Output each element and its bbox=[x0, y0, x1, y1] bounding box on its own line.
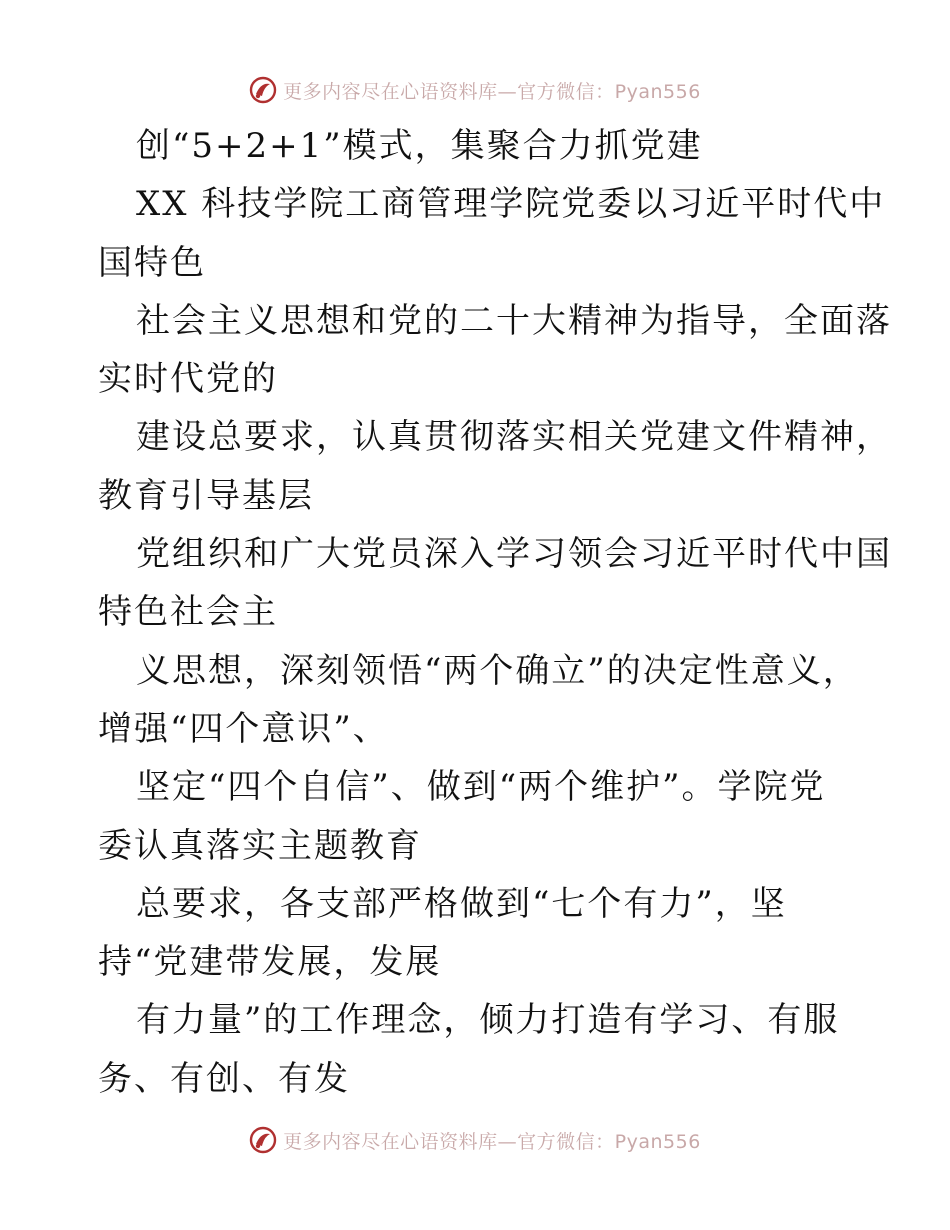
text-line: 国特色 bbox=[98, 242, 206, 283]
text-line: 总要求，各支部严格做到“七个有力”，坚 bbox=[136, 883, 787, 924]
footer-watermark bbox=[0, 1122, 950, 1158]
text-line: 建设总要求，认真贯彻落实相关党建文件精神， bbox=[136, 417, 892, 458]
text-line: 义思想，深刻领悟“两个确立”的决定性意义， bbox=[136, 650, 859, 691]
text-line: 教育引导基层 bbox=[98, 475, 314, 516]
watermark-wechat-id: Pyan556 bbox=[614, 80, 701, 103]
text-line: 坚定“四个自信”、做到“两个维护”。学院党 bbox=[136, 767, 826, 808]
document-body bbox=[98, 117, 892, 1108]
text-line: 特色社会主 bbox=[98, 592, 278, 633]
watermark-text: 更多内容尽在心语资料库—官方微信：Pyan556 bbox=[283, 80, 701, 103]
text-line: 委认真落实主题教育 bbox=[98, 825, 422, 866]
text-line: 实时代党的 bbox=[98, 359, 278, 400]
text-line: 有力量”的工作理念，倾力打造有学习、有服 bbox=[136, 1000, 840, 1041]
text-line: 社会主义思想和党的二十大精神为指导，全面落 bbox=[136, 300, 892, 341]
text-line: 创“5+2+1”模式，集聚合力抓党建 bbox=[136, 126, 703, 166]
text-line: 持“党建带发展，发展 bbox=[98, 942, 442, 983]
watermark-wechat-id: Pyan556 bbox=[614, 1130, 701, 1153]
logo-icon bbox=[249, 76, 277, 104]
text-line: XX 科技学院工商管理学院党委以习近平时代中 bbox=[136, 184, 886, 225]
logo-icon bbox=[249, 1126, 277, 1154]
text-line: 务、有创、有发 bbox=[98, 1058, 350, 1099]
text-line: 党组织和广大党员深入学习领会习近平时代中国 bbox=[136, 534, 892, 575]
watermark-text: 更多内容尽在心语资料库—官方微信：Pyan556 bbox=[283, 1130, 701, 1153]
text-line: 增强“四个意识”、 bbox=[98, 708, 389, 749]
header-watermark bbox=[0, 72, 950, 108]
